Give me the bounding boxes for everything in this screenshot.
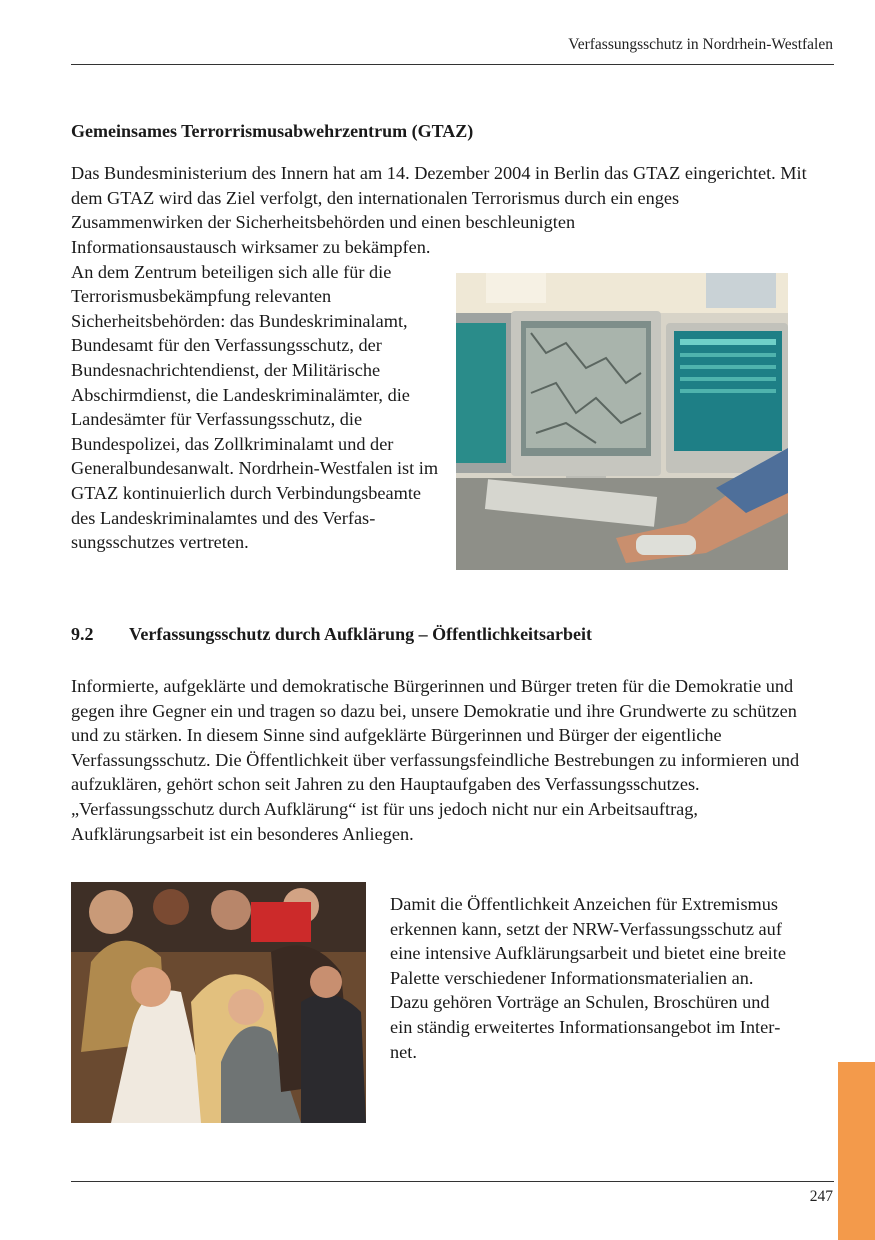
gtaz-paragraph-continued: Informationsaustausch wirksamer zu bekämpfen. An dem Zentrum beteiligen sich alle für die Terrorismusbekämpfung relevanten Sicherheitsbehörden: das Bundeskriminalamt, Bundesamt für den Verfassungsschutz, der Bundesnachrichtendienst, der Militärische Abschirmdienst, die Landeskriminalämter, die Landesämter für Verfassungsschutz, die Bundespolizei, das Zollkriminalamt und der Generalbundesanwalt. Nordrhein-Westfalen ist im GTAZ kontinuierlich durch Verbindungsbeamte des Landeskriminalamtes und des Verfassungsschutzes vertreten.: [71, 237, 439, 553]
section-9-2-paragraph-1: Informierte, aufgeklärte und demokratische Bürgerinnen und Bürger treten für die Demokratie und gegen ihre Gegner ein und tragen so dazu bei, unsere Demokratie und ihre Grundwerte zu schützen und zu stärken. In diesem Sinne sind aufgeklärte Bürgerinnen und Bürger der eigentliche Verfassungsschutz. Die Öffentlichkeit über verfassungsfeindliche Bestrebungen zu informieren und aufzuklären, gehört schon seit Jahren zu den Hauptaufgaben des Verfassungsschutzes. „Verfassungsschutz durch Aufklärung“ ist für uns jedoch nicht nur ein Arbeitsauftrag, Aufklärungsarbeit ist ein besonderes Anliegen.: [71, 676, 800, 844]
monitors-photo: [456, 273, 788, 570]
gtaz-paragraph-intro: Das Bundesministerium des Innern hat am 14. Dezember 2004 in Berlin das GTAZ eingerichtet. Mit dem GTAZ wird das Ziel verfolgt, den internationalen Terrorismus durch ein enges Zusammenwirken der Sicherheitsbehörden und einen beschleunigten: [71, 163, 807, 233]
section-number: 9.2: [71, 624, 94, 644]
section-heading-gtaz: Gemeinsames Terrorrismusabwehrzentrum (GTAZ): [71, 121, 474, 141]
footer-rule: [71, 1181, 834, 1182]
chapter-tab: [838, 1062, 875, 1240]
section-9-2-paragraph-2: Damit die Öffentlichkeit Anzeichen für Extremismus erkennen kann, setzt der NRW-Verfassungsschutz auf eine intensive Aufklärungsarbeit und bietet eine breite Palette verschiedener Informationsmaterialien an. Dazu gehören Vorträge an Schulen, Broschüren und ein ständig erweitertes Informationsangebot im Internet.: [390, 894, 786, 1062]
page-number: 247: [809, 1188, 833, 1205]
header-rule: [71, 64, 834, 65]
running-header: Verfassungsschutz in Nordrhein-Westfalen: [568, 36, 833, 53]
audience-photo: [71, 882, 366, 1123]
section-title: Verfassungsschutz durch Aufklärung – Öffentlichkeitsarbeit: [129, 624, 593, 644]
audience-photo-illustration: [71, 882, 366, 1123]
section-heading-9-2: [71, 624, 592, 645]
monitors-photo-illustration: [456, 273, 788, 570]
